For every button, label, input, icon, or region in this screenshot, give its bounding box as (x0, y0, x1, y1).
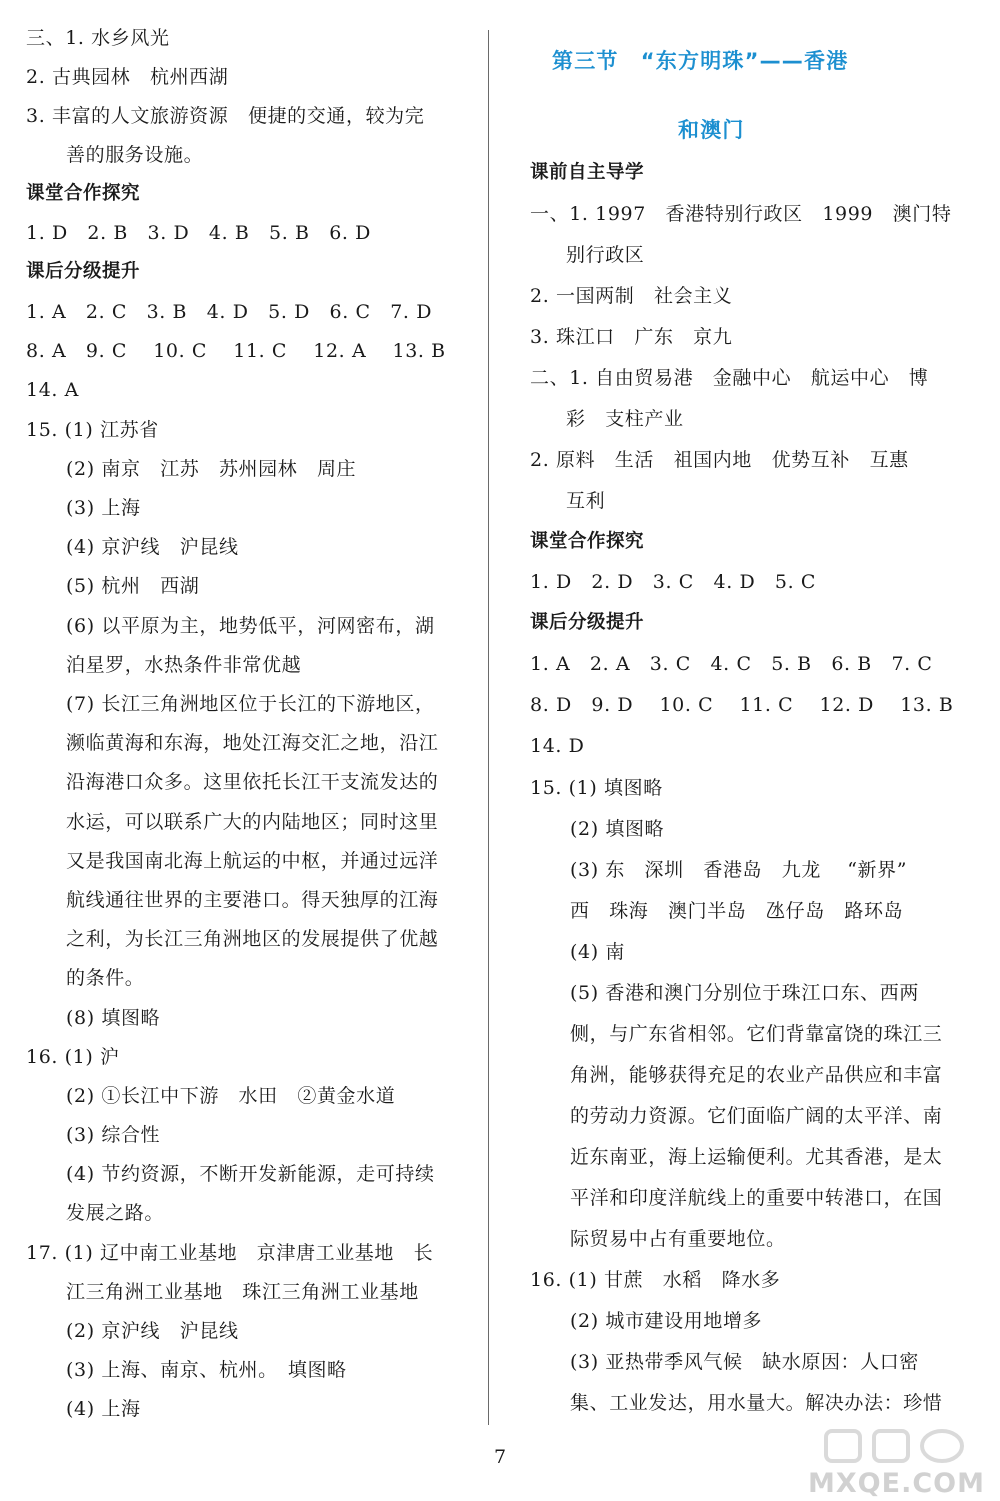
left-answer-line: 15. (1) 江苏省 (26, 419, 159, 441)
left-answer-line: 14. A (26, 379, 79, 401)
left-answer-line: (8) 填图略 (66, 1007, 161, 1029)
right-answer-line: 际贸易中占有重要地位。 (570, 1228, 786, 1250)
left-answer-line: 航线通往世界的主要港口。得天独厚的江海 (66, 889, 439, 911)
left-answer-line: 16. (1) 沪 (26, 1046, 120, 1068)
left-answer-line: 沿海港口众多。这里依托长江干支流发达的 (66, 771, 439, 793)
right-answer-line: 西 珠海 澳门半岛 氹仔岛 路环岛 (570, 900, 904, 922)
right-answer-line: (4) 南 (570, 941, 625, 963)
left-section-heading: 课堂合作探究 (26, 183, 141, 204)
left-answer-line: 发展之路。 (66, 1202, 165, 1224)
left-answer-line: 1. D 2. B 3. D 4. B 5. B 6. D (26, 222, 371, 244)
right-answer-line: 平洋和印度洋航线上的重要中转港口，在国 (570, 1187, 943, 1209)
left-answer-line: (6) 以平原为主，地势低平，河网密布，湖 (66, 615, 435, 637)
left-answer-line: 1. A 2. C 3. B 4. D 5. D 6. C 7. D (26, 301, 433, 323)
left-answer-line: (4) 上海 (66, 1398, 141, 1420)
right-answer-line: 16. (1) 甘蔗 水稻 降水多 (530, 1269, 781, 1291)
left-answer-line: 水运，可以联系广大的内陆地区；同时这里 (66, 811, 439, 833)
left-answer-line: (3) 上海、南京、杭州。 填图略 (66, 1359, 347, 1381)
right-answer-line: (2) 城市建设用地增多 (570, 1310, 763, 1332)
section-title-line2: 和澳门 (678, 118, 745, 142)
right-answer-line: (3) 东 深圳 香港岛 九龙 “新界” (570, 859, 908, 881)
right-answer-line: 互利 (566, 490, 606, 512)
left-answer-line: (3) 上海 (66, 497, 141, 519)
left-answer-line: (3) 综合性 (66, 1124, 161, 1146)
right-answer-line: 彩 支柱产业 (566, 408, 684, 430)
right-answer-line: 二、1. 自由贸易港 金融中心 航运中心 博 (530, 367, 929, 389)
right-section-heading: 课后分级提升 (530, 612, 645, 633)
right-answer-line: 侧，与广东省相邻。它们背靠富饶的珠江三 (570, 1023, 943, 1045)
right-answer-line: 2. 一国两制 社会主义 (530, 285, 733, 307)
left-answer-line: 17. (1) 辽中南工业基地 京津唐工业基地 长 (26, 1242, 434, 1264)
right-answer-line: 近东南亚，海上运输便利。尤其香港，是太 (570, 1146, 943, 1168)
left-answer-line: 善的服务设施。 (66, 144, 204, 166)
right-section-heading: 课堂合作探究 (530, 531, 645, 552)
right-answer-line: 1. D 2. D 3. C 4. D 5. C (530, 571, 817, 593)
right-answer-line: (5) 香港和澳门分别位于珠江口东、西两 (570, 982, 919, 1004)
watermark-text: MXQE.COM (808, 1468, 985, 1499)
right-section-heading: 课前自主导学 (530, 162, 645, 183)
right-answer-line: 1. A 2. A 3. C 4. C 5. B 6. B 7. C (530, 653, 933, 675)
column-divider (488, 30, 489, 1425)
right-answer-line: 14. D (530, 735, 585, 757)
page-number: 7 (493, 1446, 507, 1468)
right-answer-line: (3) 亚热带季风气候 缺水原因：人口密 (570, 1351, 919, 1373)
section-title-line1: 第三节 “东方明珠”——香港 (552, 49, 849, 73)
left-answer-line: (2) 南京 江苏 苏州园林 周庄 (66, 458, 357, 480)
right-answer-line: 8. D 9. D 10. C 11. C 12. D 13. B (530, 694, 954, 716)
right-answer-line: 角洲，能够获得充足的农业产品供应和丰富 (570, 1064, 943, 1086)
left-answer-line: 三、1. 水乡风光 (26, 27, 170, 49)
left-answer-line: 又是我国南北海上航运的中枢，并通过远洋 (66, 850, 439, 872)
left-answer-line: 濒临黄海和东海，地处江海交汇之地，沿江 (66, 732, 439, 754)
right-answer-line: 2. 原料 生活 祖国内地 优势互补 互惠 (530, 449, 909, 471)
right-answer-line: (2) 填图略 (570, 818, 665, 840)
right-answer-line: 15. (1) 填图略 (530, 777, 663, 799)
left-answer-line: (4) 京沪线 沪昆线 (66, 536, 239, 558)
right-answer-line: 一、1. 1997 香港特别行政区 1999 澳门特 (530, 203, 952, 225)
left-section-heading: 课后分级提升 (26, 261, 141, 282)
left-answer-line: 的条件。 (66, 967, 145, 989)
right-answer-line: 集、工业发达，用水量大。解决办法：珍惜 (570, 1392, 943, 1414)
left-answer-line: 江三角洲工业基地 珠江三角洲工业基地 (66, 1281, 419, 1303)
left-answer-line: (4) 节约资源，不断开发新能源，走可持续 (66, 1163, 435, 1185)
left-answer-line: 8. A 9. C 10. C 11. C 12. A 13. B (26, 340, 446, 362)
left-answer-line: (7) 长江三角洲地区位于长江的下游地区， (66, 693, 435, 715)
left-answer-line: 2. 古典园林 杭州西湖 (26, 66, 229, 88)
left-answer-line: 泊星罗，水热条件非常优越 (66, 654, 302, 676)
right-answer-line: 别行政区 (566, 244, 645, 266)
left-answer-line: 3. 丰富的人文旅游资源 便捷的交通，较为完 (26, 105, 425, 127)
right-answer-line: 3. 珠江口 广东 京九 (530, 326, 733, 348)
left-answer-line: (5) 杭州 西湖 (66, 575, 200, 597)
left-answer-line: (2) 京沪线 沪昆线 (66, 1320, 239, 1342)
left-answer-line: (2) ①长江中下游 水田 ②黄金水道 (66, 1085, 396, 1107)
right-answer-line: 的劳动力资源。它们面临广阔的太平洋、南 (570, 1105, 943, 1127)
left-answer-line: 之利，为长江三角洲地区的发展提供了优越 (66, 928, 439, 950)
